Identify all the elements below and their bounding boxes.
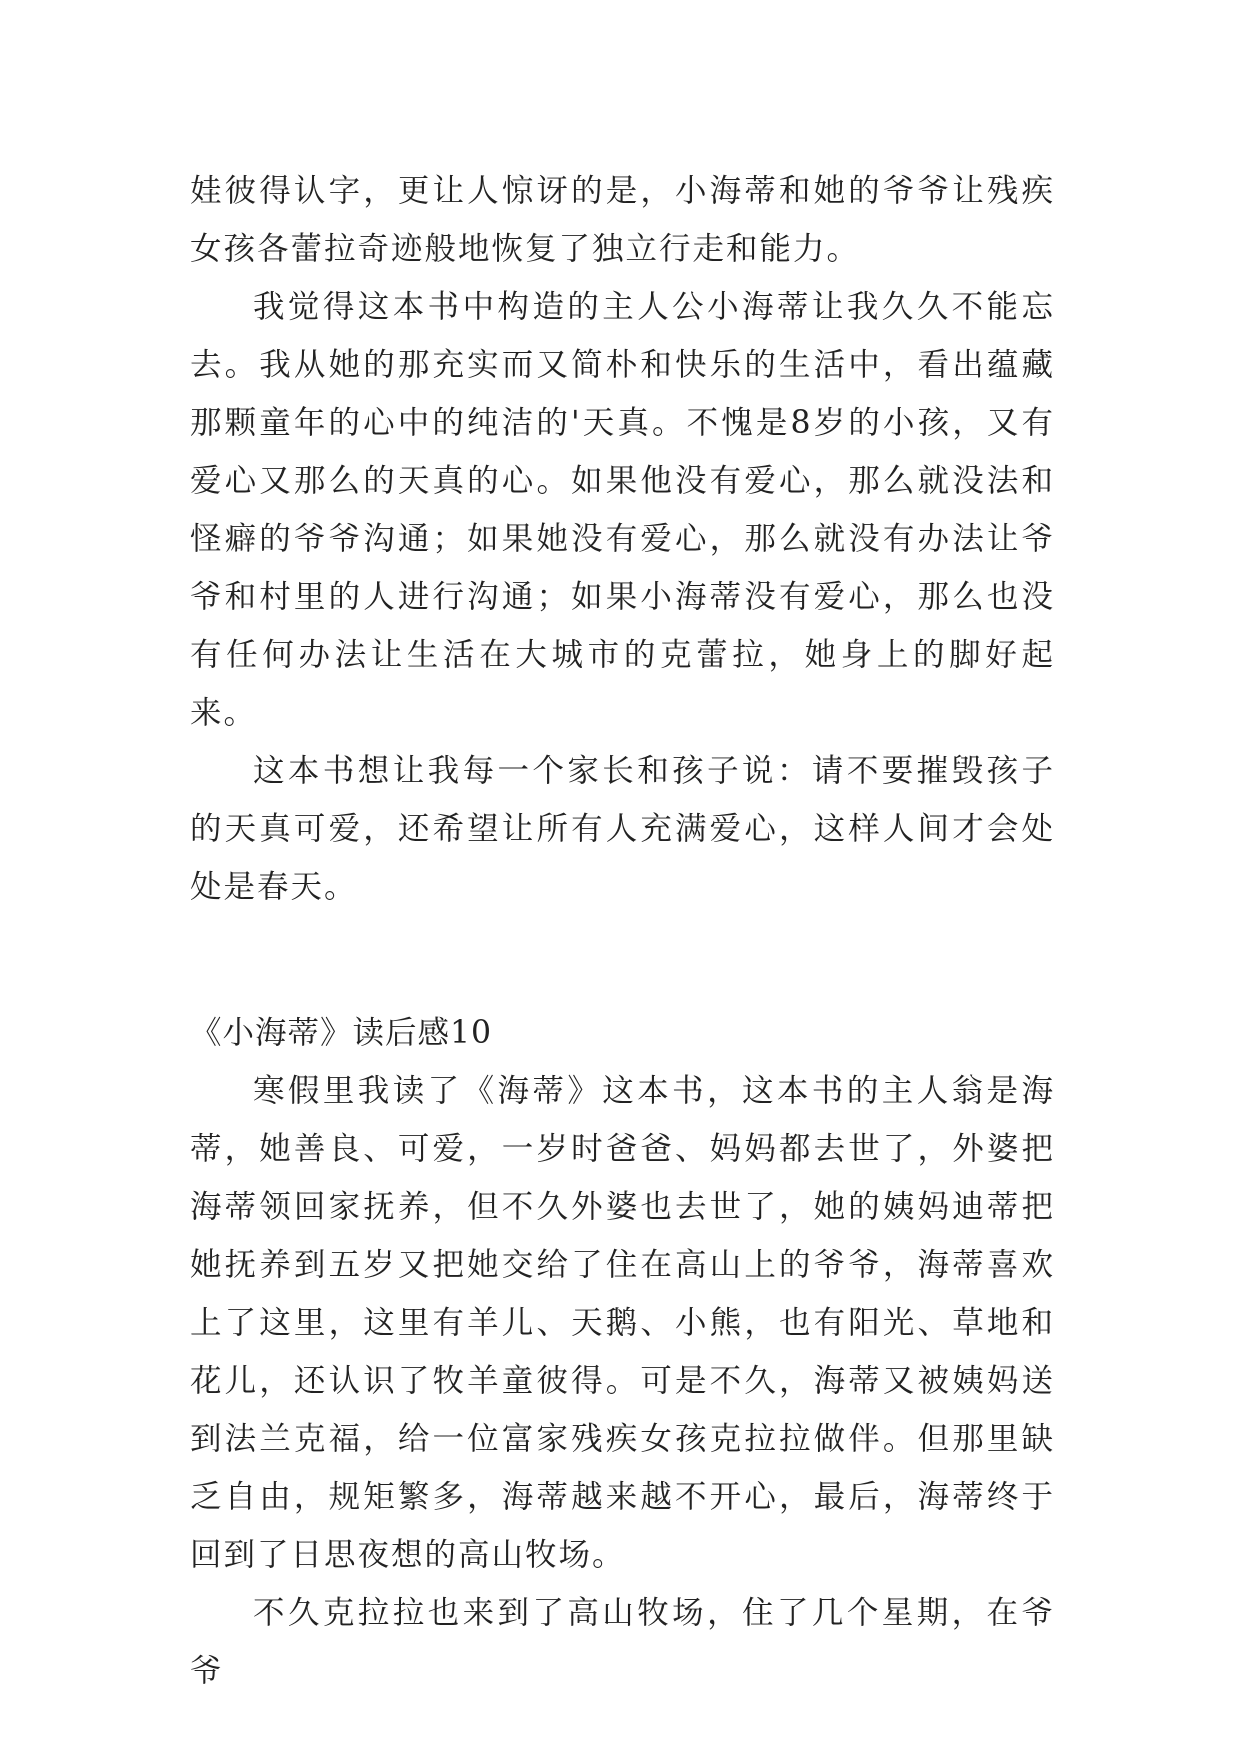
paragraph: 这本书想让我每一个家长和孩子说：请不要摧毁孩子的天真可爱，还希望让所有人充满爱心，这样人间才会处处是春天。 [190, 753, 1055, 905]
document-page [190, 162, 1055, 1700]
section-title: 《小海蒂》读后感10 [190, 1015, 493, 1051]
paragraph: 不久克拉拉也来到了高山牧场，住了几个星期，在爷爷 [190, 1595, 1055, 1689]
paragraph: 寒假里我读了《海蒂》这本书，这本书的主人翁是海蒂，她善良、可爱，一岁时爸爸、妈妈都去世了，外婆把海蒂领回家抚养，但不久外婆也去世了，她的姨妈迪蒂把她抚养到五岁又把她交给了住在高山上的爷爷，海蒂喜欢上了这里，这里有羊儿、天鹅、小熊，也有阳光、草地和花儿，还认识了牧羊童彼得。可是不久，海蒂又被姨妈送到法兰克福，给一位富家残疾女孩克拉拉做伴。但那里缺乏自由，规矩繁多，海蒂越来越不开心，最后，海蒂终于回到了日思夜想的高山牧场。 [190, 1073, 1055, 1573]
paragraph: 我觉得这本书中构造的主人公小海蒂让我久久不能忘去。我从她的那充实而又简朴和快乐的生活中，看出蕴藏那颗童年的心中的纯洁的'天真。不愧是8岁的小孩，又有爱心又那么的天真的心。如果他没有爱心，那么就没法和怪癖的爷爷沟通；如果她没有爱心，那么就没有办法让爷爷和村里的人进行沟通；如果小海蒂没有爱心，那么也没有任何办法让生活在大城市的克蕾拉，她身上的脚好起来。 [190, 289, 1055, 731]
paragraph: 娃彼得认字，更让人惊讶的是，小海蒂和她的爷爷让残疾女孩各蕾拉奇迹般地恢复了独立行走和能力。 [190, 173, 1055, 267]
section-spacer [190, 916, 1055, 1004]
